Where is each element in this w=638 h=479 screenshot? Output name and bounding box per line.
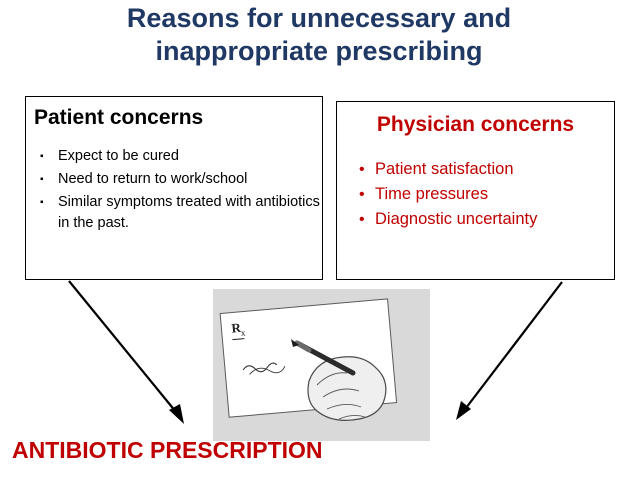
physician-concerns-list — [359, 157, 614, 232]
bullet-icon: • — [359, 211, 365, 228]
page-title: Reasons for unnecessary and inappropriate prescribing — [126, 3, 512, 66]
list-item-label: Expect to be cured — [58, 148, 179, 164]
list-item — [359, 182, 614, 207]
list-item-label: Time pressures — [375, 185, 489, 203]
list-item — [40, 192, 322, 234]
list-item-label: Diagnostic uncertainty — [375, 210, 538, 228]
prescription-illustration — [213, 289, 430, 441]
bullet-icon: • — [359, 186, 365, 203]
arrow-physician-to-prescription — [456, 282, 562, 420]
patient-concerns-heading: Patient concerns — [34, 106, 204, 129]
list-item — [359, 207, 614, 232]
physician-concerns-heading: Physician concerns — [376, 113, 575, 136]
bullet-icon: ▪ — [40, 151, 44, 162]
footer-label: ANTIBIOTIC PRESCRIPTION — [12, 437, 323, 463]
svg-text:R: R — [230, 319, 242, 336]
list-item-label: Need to return to work/school — [58, 171, 248, 187]
physician-concerns-box — [336, 101, 615, 280]
list-item — [359, 157, 614, 182]
bullet-icon: ▪ — [40, 197, 44, 208]
list-item-label: Patient satisfaction — [375, 160, 514, 178]
list-item — [40, 146, 322, 167]
patient-concerns-box — [25, 96, 323, 280]
list-item — [40, 169, 322, 190]
bullet-icon: ▪ — [40, 174, 44, 185]
bullet-icon: • — [359, 161, 365, 178]
arrow-patient-to-prescription — [69, 281, 184, 424]
svg-text:x: x — [240, 327, 246, 338]
prescription-image — [213, 289, 430, 441]
patient-concerns-list — [40, 146, 322, 234]
list-item-label: Similar symptoms treated with antibiotics in the past. — [58, 194, 320, 231]
